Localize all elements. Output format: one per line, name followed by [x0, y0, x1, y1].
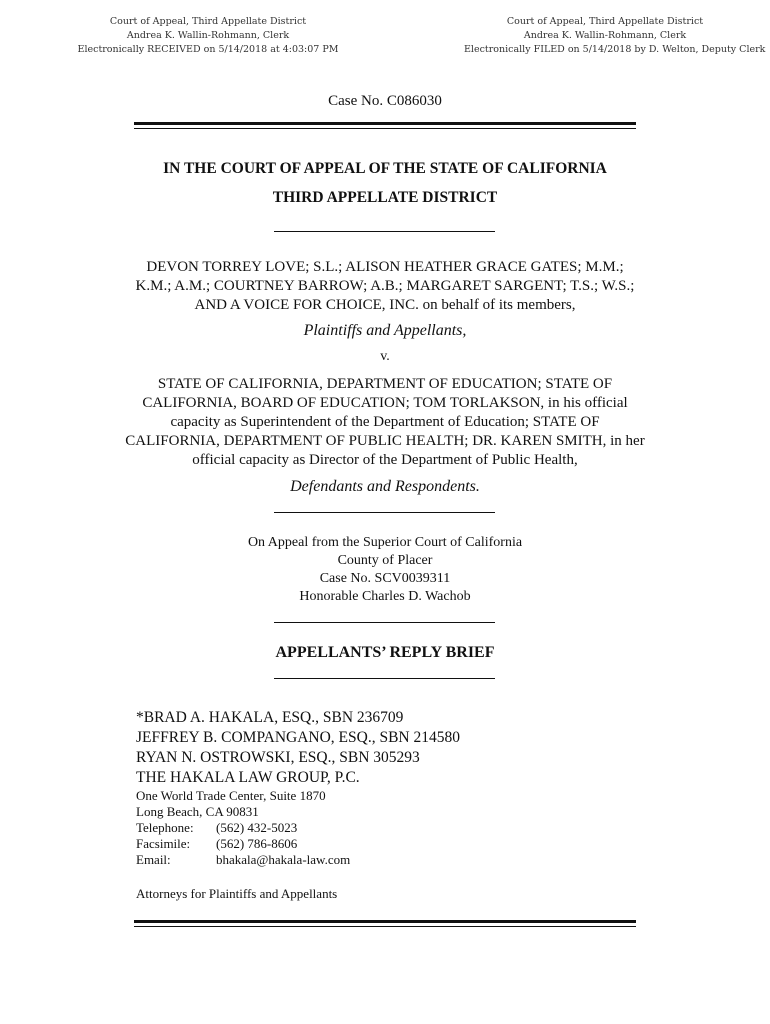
facsimile-value: (562) 786-8606 [216, 836, 298, 851]
divider-rule [274, 622, 495, 623]
appeal-info [0, 534, 770, 606]
defendants-line: official capacity as Director of the Department of Public Health, [192, 452, 578, 468]
divider-rule [274, 231, 495, 232]
defendants-line: capacity as Superintendent of the Department of Education; STATE OF [170, 414, 600, 430]
defendants-line: STATE OF CALIFORNIA, DEPARTMENT OF EDUCATION; STATE OF [157, 376, 613, 392]
plaintiffs-line: DEVON TORREY LOVE; S.L.; ALISON HEATHER GRACE GATES; M.M.; [146, 259, 624, 275]
plaintiffs-line: K.M.; A.M.; COURTNEY BARROW; A.B.; MARGARET SARGENT; T.S.; W.S.; [135, 278, 635, 294]
brief-title: APPELLANTS’ REPLY BRIEF [275, 644, 495, 661]
footer-double-rule [134, 920, 636, 927]
counsel-name: JEFFREY B. COMPANGANO, ESQ., SBN 214580 [136, 729, 460, 746]
counsel-name: RYAN N. OSTROWSKI, ESQ., SBN 305293 [136, 749, 420, 766]
plaintiffs-line: AND A VOICE FOR CHOICE, INC. on behalf of its members, [194, 297, 576, 313]
defendants-role: Defendants and Respondents. [290, 478, 480, 495]
filing-stamp-filed [464, 15, 766, 57]
appeal-case-line: Case No. SCV0039311 [319, 571, 451, 586]
address-line: One World Trade Center, Suite 1870 [136, 788, 326, 803]
telephone-row [136, 820, 350, 836]
divider-rule [274, 512, 495, 513]
court-title: IN THE COURT OF APPEAL OF THE STATE OF CALIFORNIA [163, 160, 607, 177]
address-line: Long Beach, CA 90831 [136, 804, 259, 819]
stamp-received-status: Electronically RECEIVED on 5/14/2018 at 4:03:07 PM [77, 44, 339, 55]
versus-label: v. [380, 349, 390, 364]
stamp-clerk-name: Andrea K. Wallin-Rohmann, Clerk [126, 30, 290, 41]
header-double-rule [134, 122, 636, 129]
counsel-list [136, 708, 460, 788]
telephone-value: (562) 432-5023 [216, 820, 298, 835]
facsimile-label: Facsimile: [136, 836, 191, 851]
plaintiffs-list [110, 258, 660, 315]
stamp-court-name: Court of Appeal, Third Appellate District [506, 16, 704, 27]
email-label: Email: [136, 852, 171, 867]
appeal-county-line: County of Placer [337, 553, 433, 568]
telephone-label: Telephone: [136, 820, 194, 835]
defendants-list [110, 375, 660, 470]
plaintiffs-role: Plaintiffs and Appellants, [303, 322, 467, 339]
firm-address [136, 788, 350, 868]
appeal-judge-line: Honorable Charles D. Wachob [299, 589, 471, 604]
facsimile-row [136, 836, 350, 852]
filing-stamp-received [68, 15, 348, 57]
email-value: bhakala@hakala-law.com [216, 852, 351, 867]
divider-rule [274, 678, 495, 679]
defendants-line: CALIFORNIA, BOARD OF EDUCATION; TOM TORLAKSON, in his official [142, 395, 628, 411]
stamp-filed-status: Electronically FILED on 5/14/2018 by D. Welton, Deputy Clerk [464, 44, 766, 55]
attorneys-for: Attorneys for Plaintiffs and Appellants [136, 886, 338, 901]
law-firm-name: THE HAKALA LAW GROUP, P.C. [136, 769, 360, 786]
counsel-name: *BRAD A. HAKALA, ESQ., SBN 236709 [136, 709, 404, 726]
defendants-line: CALIFORNIA, DEPARTMENT OF PUBLIC HEALTH; DR. KAREN SMITH, in her [125, 433, 645, 449]
email-row [136, 852, 350, 868]
case-number: Case No. C086030 [328, 93, 442, 109]
appeal-court-line: On Appeal from the Superior Court of California [247, 535, 523, 550]
stamp-court-name: Court of Appeal, Third Appellate District [109, 16, 307, 27]
stamp-clerk-name: Andrea K. Wallin-Rohmann, Clerk [523, 30, 687, 41]
district-title: THIRD APPELLATE DISTRICT [272, 189, 498, 206]
